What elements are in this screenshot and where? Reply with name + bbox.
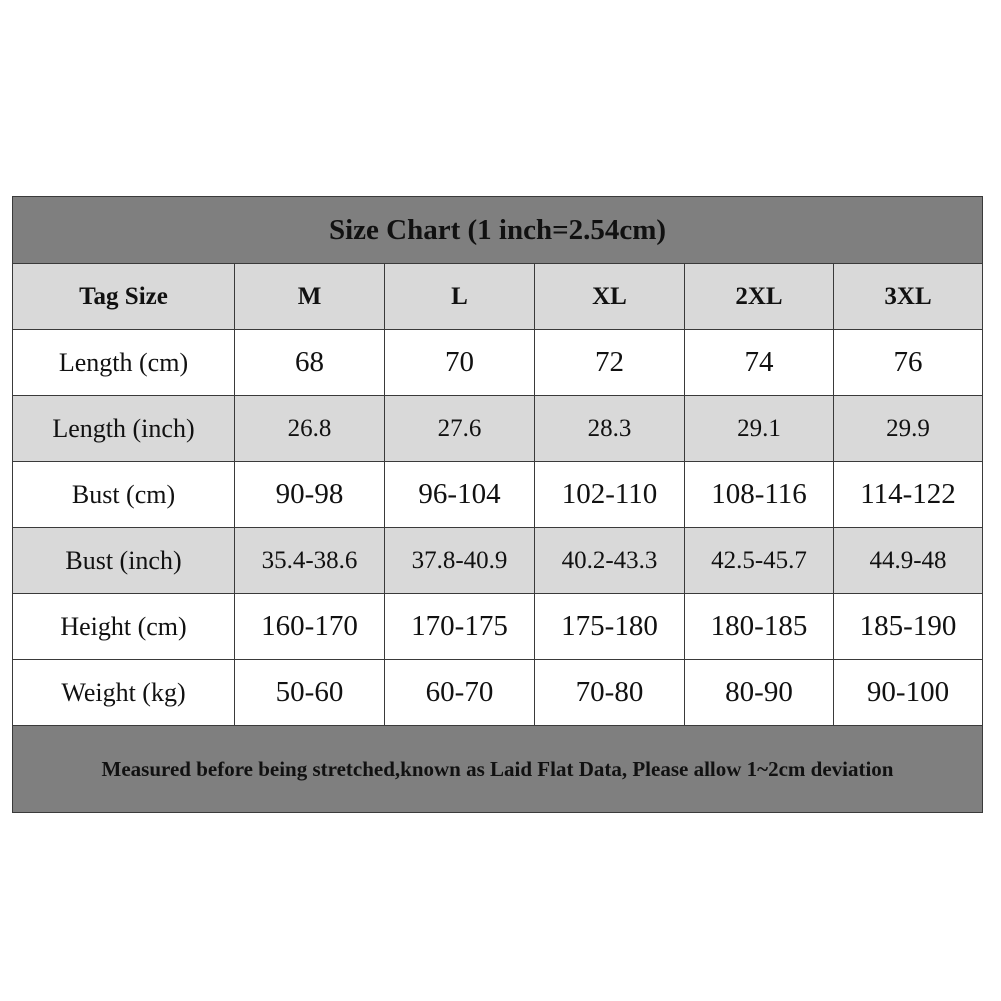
measurement-note: Measured before being stretched,known as Laid Flat Data, Please allow 1~2cm deviation xyxy=(13,726,983,813)
table-cell: 70 xyxy=(385,330,535,396)
table-cell: 175-180 xyxy=(535,594,685,660)
table-row xyxy=(13,330,983,396)
table-cell: 160-170 xyxy=(235,594,385,660)
table-row xyxy=(13,462,983,528)
column-header: L xyxy=(385,264,535,330)
table-cell: 68 xyxy=(235,330,385,396)
table-title: Size Chart (1 inch=2.54cm) xyxy=(13,197,983,264)
table-cell: 170-175 xyxy=(385,594,535,660)
note-row xyxy=(13,726,983,813)
table-cell: 108-116 xyxy=(685,462,834,528)
column-header: XL xyxy=(535,264,685,330)
table-cell: 72 xyxy=(535,330,685,396)
table-cell: 50-60 xyxy=(235,660,385,726)
table-cell: 180-185 xyxy=(685,594,834,660)
table-cell: 40.2-43.3 xyxy=(535,528,685,594)
table-cell: 76 xyxy=(834,330,983,396)
table-row xyxy=(13,396,983,462)
table-cell: 74 xyxy=(685,330,834,396)
title-row xyxy=(13,197,983,264)
table-cell: 29.9 xyxy=(834,396,983,462)
table-cell: 96-104 xyxy=(385,462,535,528)
size-chart-table xyxy=(12,196,983,813)
row-label: Weight (kg) xyxy=(13,660,235,726)
table-cell: 114-122 xyxy=(834,462,983,528)
table-cell: 185-190 xyxy=(834,594,983,660)
table-cell: 60-70 xyxy=(385,660,535,726)
row-label: Bust (cm) xyxy=(13,462,235,528)
row-label: Height (cm) xyxy=(13,594,235,660)
column-header: Tag Size xyxy=(13,264,235,330)
table-cell: 28.3 xyxy=(535,396,685,462)
column-header: 3XL xyxy=(834,264,983,330)
table-cell: 102-110 xyxy=(535,462,685,528)
table-cell: 44.9-48 xyxy=(834,528,983,594)
row-label: Length (inch) xyxy=(13,396,235,462)
table-cell: 90-98 xyxy=(235,462,385,528)
table-cell: 29.1 xyxy=(685,396,834,462)
column-header: 2XL xyxy=(685,264,834,330)
table-cell: 42.5-45.7 xyxy=(685,528,834,594)
table-row xyxy=(13,660,983,726)
table-row xyxy=(13,528,983,594)
column-header: M xyxy=(235,264,385,330)
row-label: Length (cm) xyxy=(13,330,235,396)
table-cell: 26.8 xyxy=(235,396,385,462)
table-cell: 70-80 xyxy=(535,660,685,726)
table-cell: 37.8-40.9 xyxy=(385,528,535,594)
table-cell: 35.4-38.6 xyxy=(235,528,385,594)
row-label: Bust (inch) xyxy=(13,528,235,594)
table-row xyxy=(13,594,983,660)
header-row xyxy=(13,264,983,330)
table-cell: 90-100 xyxy=(834,660,983,726)
table-cell: 27.6 xyxy=(385,396,535,462)
table-cell: 80-90 xyxy=(685,660,834,726)
